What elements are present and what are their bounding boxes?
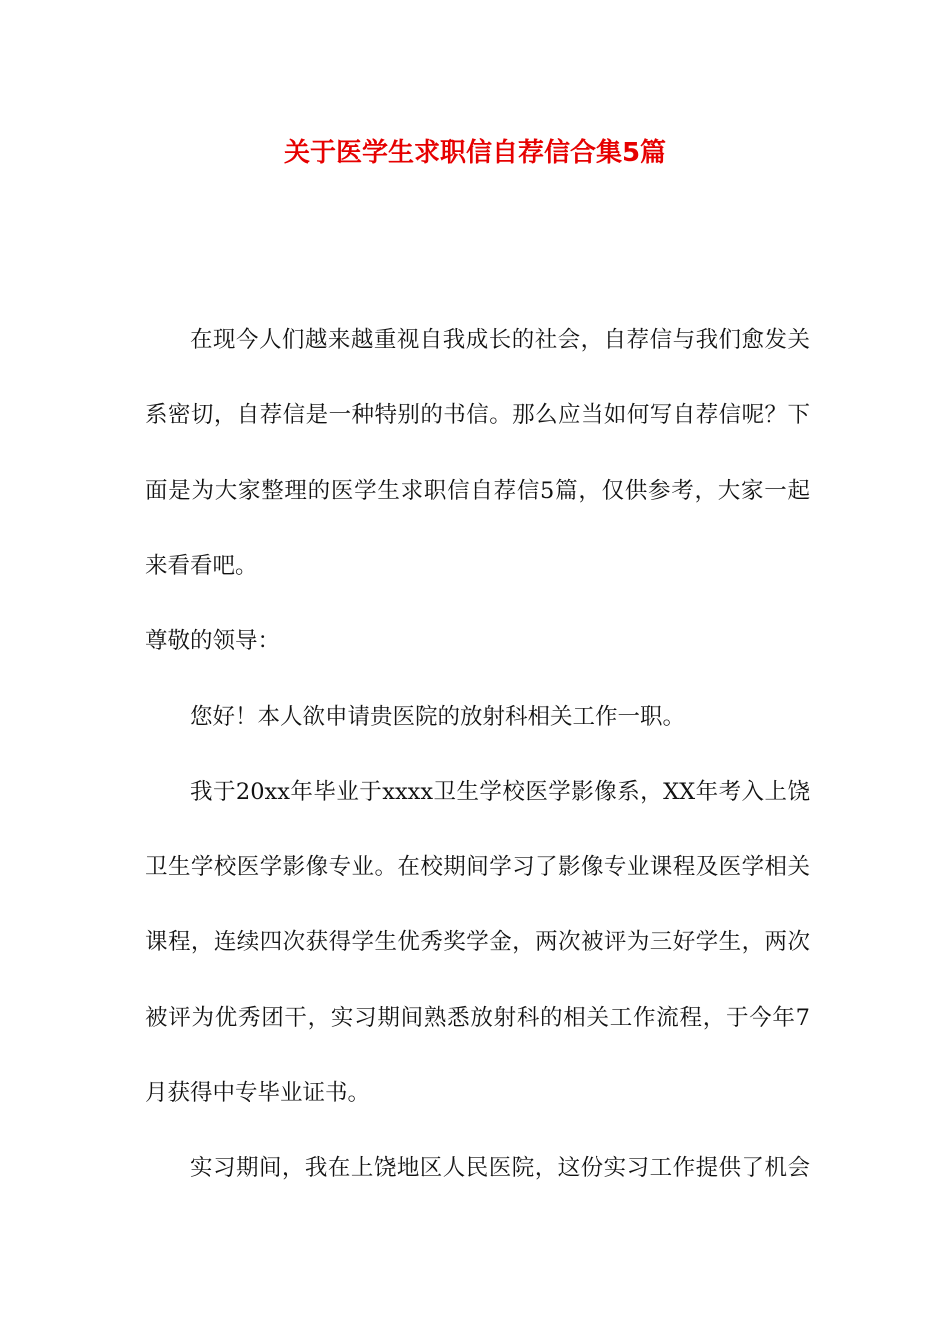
paragraph-line: 来看看吧。 [145,553,258,579]
paragraph-line: 在现今人们越来越重视自我成长的社会，自荐信与我们愈发关 [190,327,810,353]
paragraph-line: 被评为优秀团干，实习期间熟悉放射科的相关工作流程，于今年7 [145,1005,810,1031]
paragraph-line: 系密切，自荐信是一种特别的书信。那么应当如何写自荐信呢？下 [145,402,810,428]
paragraph-line: 月获得中专毕业证书。 [145,1080,371,1106]
paragraph-line: 课程，连续四次获得学生优秀奖学金，两次被评为三好学生，两次 [145,929,810,955]
paragraph-line: 您好！本人欲申请贵医院的放射科相关工作一职。 [190,704,686,730]
paragraph-line: 我于20xx年毕业于xxxx卫生学校医学影像系，XX年考入上饶 [190,779,810,805]
paragraph-line: 卫生学校医学影像专业。在校期间学习了影像专业课程及医学相关 [145,854,810,880]
salutation: 尊敬的领导： [145,628,281,654]
paragraph-line: 实习期间，我在上饶地区人民医院，这份实习工作提供了机会 [190,1155,810,1181]
document-title: 关于医学生求职信自荐信合集5篇 [283,138,667,168]
paragraph-line: 面是为大家整理的医学生求职信自荐信5篇，仅供参考，大家一起 [145,478,810,504]
